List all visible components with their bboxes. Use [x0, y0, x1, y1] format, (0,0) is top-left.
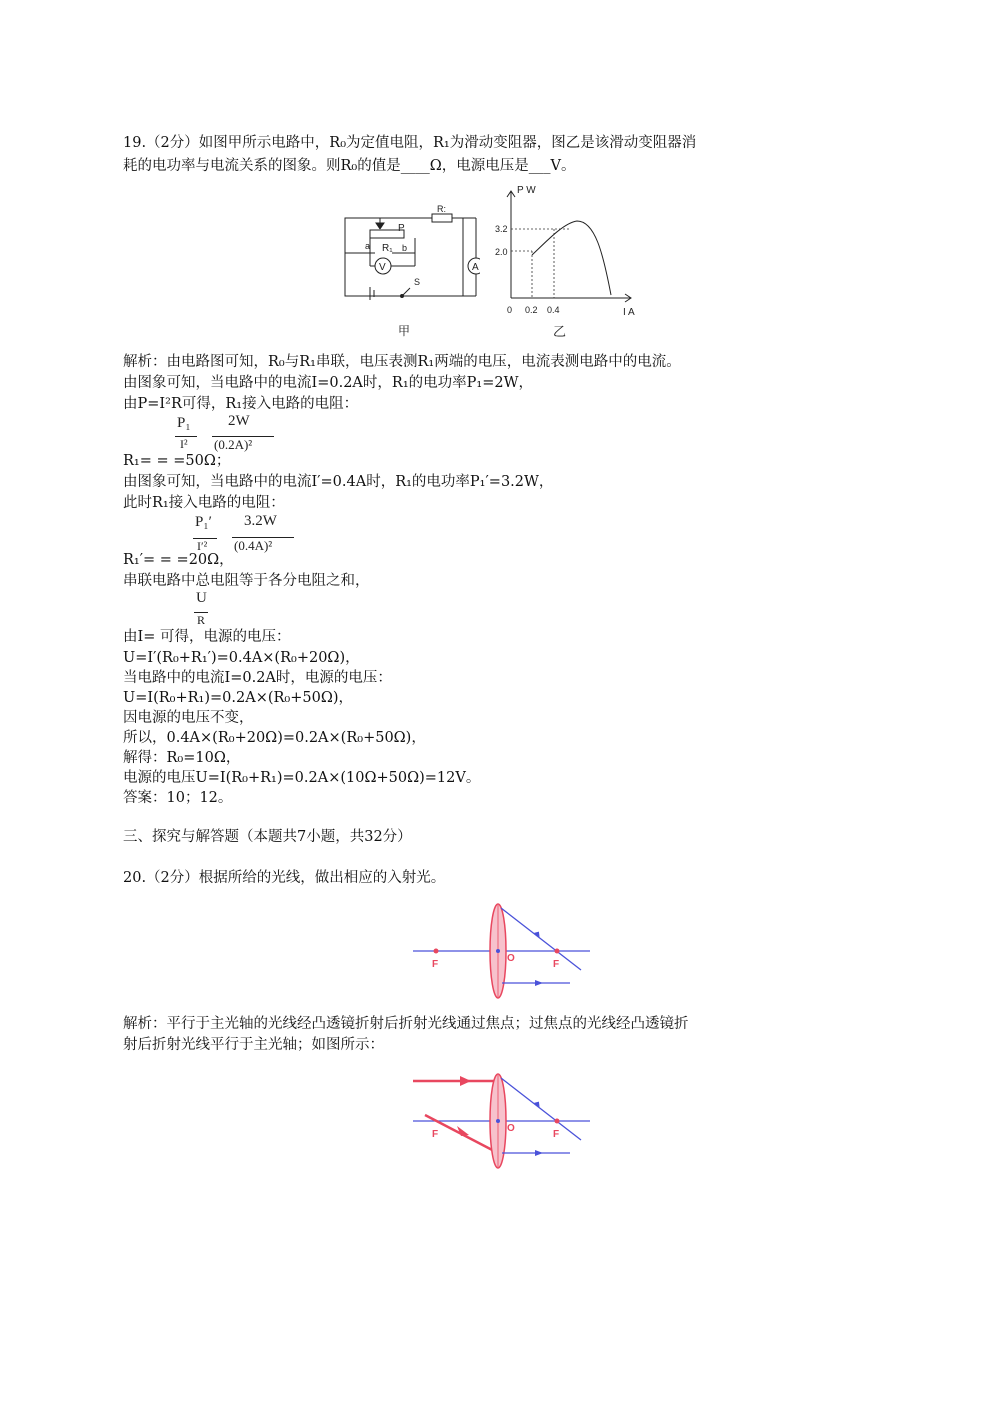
- circuit-label-R1: R₁: [382, 243, 393, 254]
- sol20-line2: 射后折射光线平行于主光轴；如图所示：: [123, 1037, 384, 1053]
- graph-caption: 乙: [553, 324, 567, 339]
- circuit-label-a: a: [365, 241, 371, 251]
- lens1-label-F-left: F: [432, 959, 439, 970]
- frac1-num1: P₁: [177, 415, 191, 431]
- sol19-s13: 因电源的电压不变，: [123, 710, 254, 726]
- frac2-den2: (0.4A)²: [234, 538, 273, 553]
- frac1-den2: (0.2A)²: [214, 437, 253, 452]
- sol19-s12: U=I(R₀+R₁)=0.2A×(R₀+50Ω)，: [123, 690, 354, 706]
- frac2-den1: I′²: [197, 539, 208, 553]
- lens-diagram-question: [405, 900, 605, 1005]
- section-3-heading: 三、探究与解答题（本题共7小题，共32分）: [123, 829, 412, 845]
- circuit-label-V: V: [379, 262, 386, 273]
- x-tick-0-2: 0.2: [525, 305, 538, 315]
- sol19-s5: 由图象可知，当电路中的电流I′=0.4A时，R₁的电功率P₁′=3.2W，: [123, 474, 554, 490]
- sol19-s7: R₁′= = =20Ω，: [123, 552, 234, 568]
- frac1-den1: I²: [180, 437, 188, 451]
- q19-line1: 19.（2分）如图甲所示电路中，R₀为定值电阻，R₁为滑动变阻器，图乙是该滑动变阻器消: [123, 135, 697, 151]
- sol19-s8: 串联电路中总电阻等于各分电阻之和，: [123, 573, 370, 589]
- sol19-s11: 当电路中的电流I=0.2A时，电源的电压：: [123, 670, 392, 686]
- sol19-s3: 由P=I²R可得，R₁接入电路的电阻：: [123, 396, 359, 412]
- lens1-label-O: O: [507, 953, 515, 964]
- circuit-label-S: S: [414, 277, 421, 287]
- circuit-label-P: P: [398, 223, 405, 234]
- sol19-s14: 所以，0.4A×(R₀+20Ω)=0.2A×(R₀+50Ω)，: [123, 730, 426, 746]
- circuit-label-b: b: [402, 243, 408, 253]
- frac2-num2: 3.2W: [244, 513, 277, 529]
- sol19-s6: 此时R₁接入电路的电阻：: [123, 495, 285, 511]
- sol19-s16: 电源的电压U=I(R₀+R₁)=0.2A×(10Ω+50Ω)=12V。: [123, 770, 481, 786]
- q19-line2: 耗的电功率与电流关系的图象。则R₀的值是____Ω，电源电压是___V。: [123, 158, 576, 174]
- x-tick-0-4: 0.4: [547, 305, 560, 315]
- sol19-s1: 解析：由电路图可知，R₀与R₁串联，电压表测R₁两端的电压，电流表测电路中的电流。: [123, 354, 681, 370]
- sol19-s10: U=I′(R₀+R₁′)=0.4A×(R₀+20Ω)，: [123, 650, 360, 666]
- frac3-den: R: [197, 613, 206, 627]
- lens2-label-F-right: F: [553, 1129, 560, 1140]
- sol19-s9: 由I= 可得，电源的电压：: [123, 629, 291, 645]
- lens1-label-F-right: F: [553, 959, 560, 970]
- lens-diagram-answer: [405, 1070, 605, 1175]
- circuit-label-A: A: [472, 262, 479, 273]
- sol19-s2: 由图象可知，当电路中的电流I=0.2A时，R₁的电功率P₁=2W，: [123, 375, 533, 391]
- sol19-s15: 解得：R₀=10Ω，: [123, 750, 241, 766]
- q20-text: 20.（2分）根据所给的光线，做出相应的入射光。: [123, 870, 446, 886]
- lens2-label-F-left: F: [432, 1129, 439, 1140]
- sol19-s17: 答案：10；12。: [123, 790, 233, 806]
- power-current-graph: [495, 183, 655, 343]
- sol19-s4: R₁= = =50Ω；: [123, 453, 231, 469]
- y-tick-3-2: 3.2: [495, 224, 508, 234]
- frac1-num2: 2W: [228, 413, 250, 429]
- circuit-label-R: R:: [437, 205, 446, 214]
- frac3-num: U: [196, 590, 207, 606]
- frac2-num1: P₁′: [195, 514, 212, 530]
- circuit-caption: 甲: [398, 324, 411, 338]
- y-axis-label: P W: [517, 185, 536, 196]
- y-tick-2-0: 2.0: [495, 247, 508, 257]
- sol20-line1: 解析：平行于主光轴的光线经凸透镜折射后折射光线通过焦点；过焦点的光线经凸透镜折: [123, 1016, 689, 1032]
- x-tick-0: 0: [507, 305, 513, 315]
- circuit-right-wires: [340, 205, 490, 325]
- x-axis-label: I A: [623, 307, 635, 318]
- lens2-label-O: O: [507, 1123, 515, 1134]
